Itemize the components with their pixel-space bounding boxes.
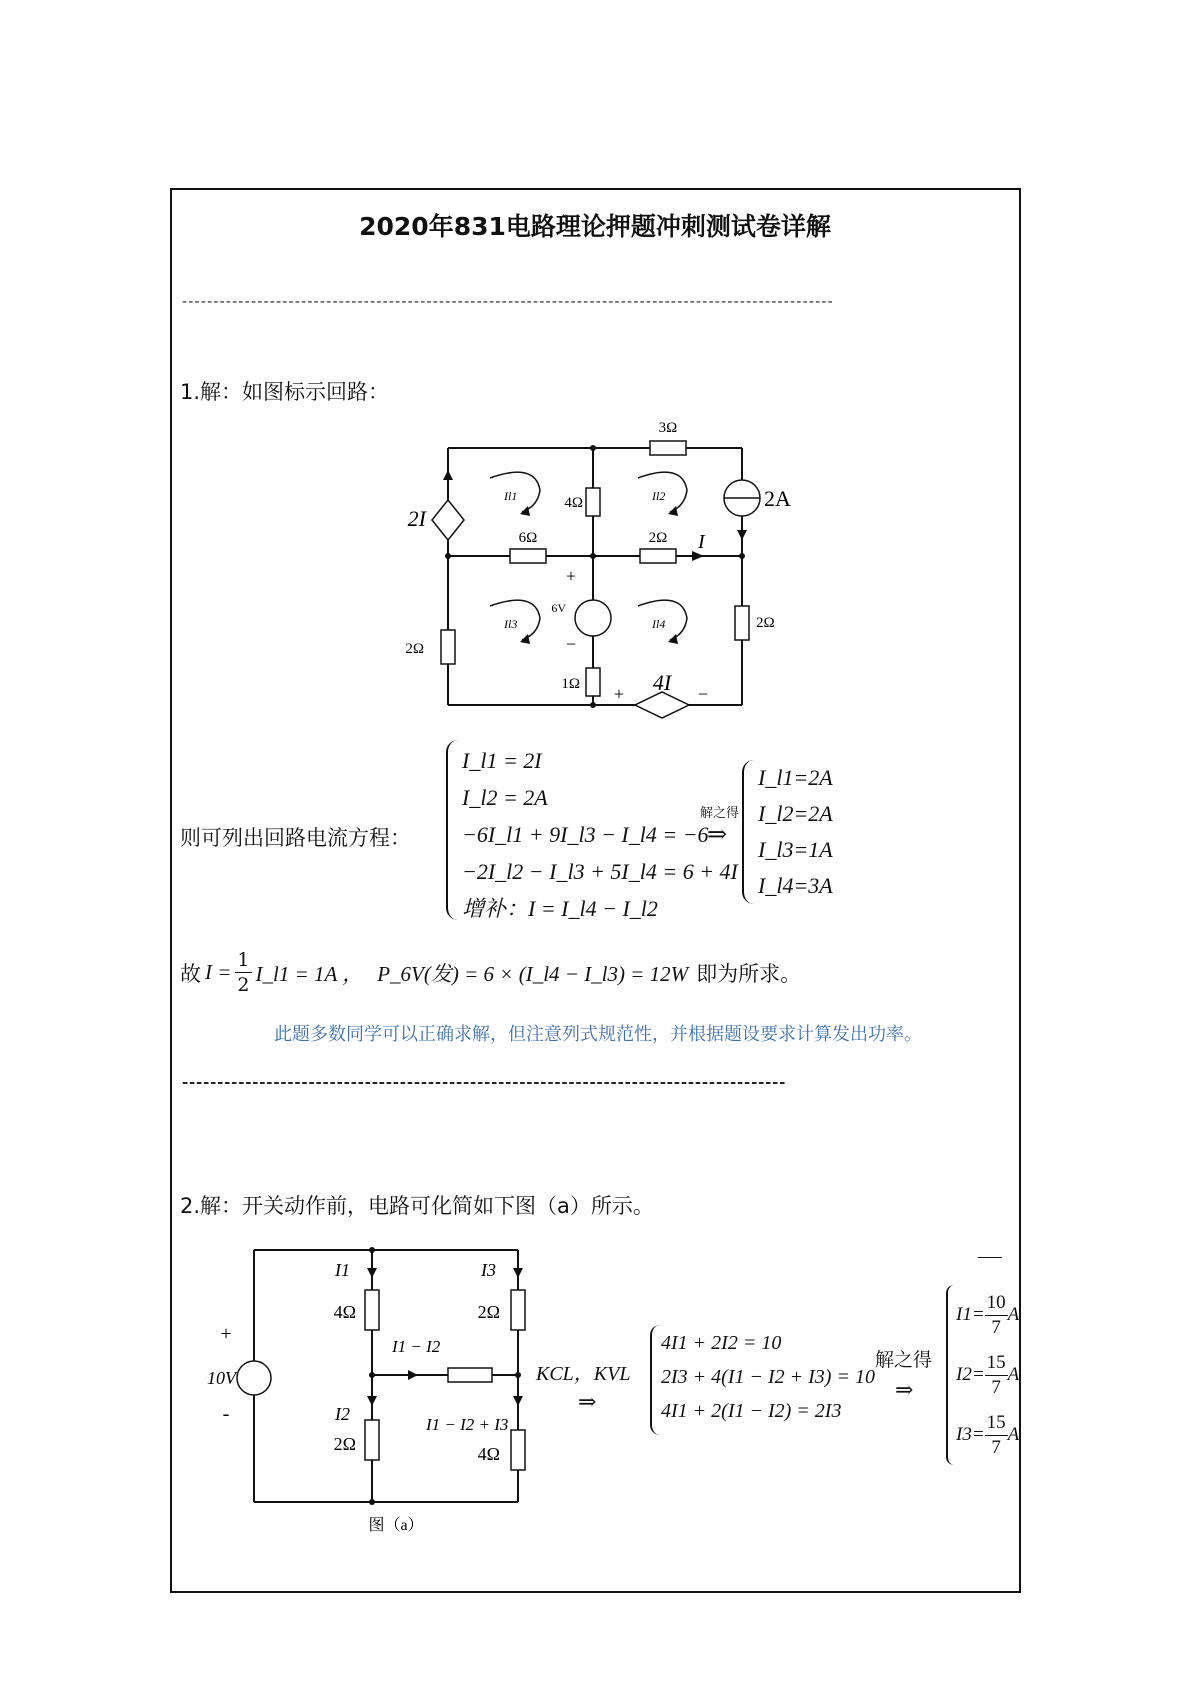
q2-sol-2: [956, 1345, 1018, 1405]
q2-sol-3: [956, 1405, 1018, 1465]
q1-result-prefix: 故: [180, 961, 201, 986]
q2-r3-label: 2Ω: [477, 1302, 500, 1322]
q2-sol-2-num: 15: [985, 1351, 1008, 1376]
q1-eq-2: I_l2 = 2A: [462, 785, 548, 810]
q1-eq-1: I_l1 = 2I: [462, 748, 542, 773]
q2-r1-label: 4Ω: [333, 1302, 356, 1322]
q2-eq-1: 4I1 + 2I2 = 10: [661, 1332, 782, 1354]
q2-i12-label: I1 − I2: [392, 1337, 441, 1356]
q2-i2-label: I2: [335, 1404, 350, 1424]
divider-2: --------------------------------------------------------------------------------------: [182, 1073, 787, 1091]
q2-sol-1-num: 10: [985, 1291, 1008, 1316]
q1-result-suffix: 即为所求。: [696, 961, 802, 986]
q2-sol-1-unit: A: [1007, 1304, 1020, 1325]
q1-sol-3: I_l3=1A: [758, 837, 833, 862]
q2-eq-2: 2I3 + 4(I1 − I2 + I3) = 10: [661, 1366, 875, 1388]
vs-label: 6V: [551, 601, 566, 615]
divider-1: --------------------------------------------------------------------------------------------------------: [182, 292, 834, 310]
loop1-label: Il1: [504, 489, 518, 503]
q2-method: KCL，KVL: [536, 1363, 631, 1385]
r-mid-label: 4Ω: [564, 495, 583, 511]
q2-sol-1-den: 7: [991, 1316, 1001, 1338]
r-h2-label: 2Ω: [648, 530, 668, 546]
dep-src-label: 2I: [407, 506, 426, 531]
q2-sol-1-frac: [985, 1291, 1008, 1340]
q1-brace-left: [446, 740, 460, 920]
loop3-label: Il3: [504, 617, 518, 631]
q2-fraction-bar-overflow: [978, 1257, 1002, 1258]
vs-plus: +: [565, 566, 576, 586]
q2-solve-arrow: ⇒: [895, 1378, 914, 1403]
q2-vs-label: 10V: [207, 1368, 236, 1388]
q1-solve-label: 解之得: [700, 806, 740, 821]
q1-sol-1: I_l1=2A: [758, 765, 833, 790]
r-top-label: 3Ω: [658, 420, 678, 436]
q1-eq-intro: 则可列出回路电流方程：: [180, 826, 411, 850]
q2-i3-label: I3: [481, 1260, 496, 1280]
q2-eq-3: 4I1 + 2(I1 − I2) = 2I3: [661, 1400, 842, 1422]
q2-sol-2-frac: [985, 1351, 1008, 1400]
q2-caption: 图（a）: [368, 1517, 424, 1534]
q1-result-i: I =: [205, 960, 232, 984]
q2-solutions: [956, 1285, 1018, 1465]
q2-sol-3-num: 15: [985, 1411, 1008, 1436]
r-left-label: 2Ω: [405, 641, 424, 657]
q2-vs-minus: -: [222, 1403, 230, 1425]
dep-vs-plus: +: [613, 684, 624, 704]
q2-sol-1: [956, 1285, 1018, 1345]
q1-frac-num: 1: [237, 949, 250, 971]
q2-i123-label: I1 − I2 + I3: [426, 1415, 509, 1434]
q1-equations: [462, 742, 738, 927]
loop4-label: Il4: [652, 617, 666, 631]
q2-r2-label: 2Ω: [333, 1434, 356, 1454]
q2-sol-3-name: I3=: [956, 1424, 985, 1445]
q1-eq-5: 增补：I = I_l4 − I_l2: [462, 896, 658, 921]
q2-sol-brace: [946, 1285, 956, 1465]
q1-sol-4: I_l4=3A: [758, 873, 833, 898]
q2-vs-plus: +: [220, 1323, 232, 1345]
q2-method-arrow: ⇒: [578, 1390, 597, 1415]
q1-eq-3: −6I_l1 + 9I_l3 − I_l4 = −6: [462, 822, 709, 847]
page-title: 2020年831电路理论押题冲刺测试卷详解: [359, 212, 831, 241]
q2-i1-label: I1: [335, 1260, 350, 1280]
loop2-label: Il2: [652, 489, 666, 503]
q1-result-i-tail: I_l1 = 1A ，: [255, 961, 364, 986]
q1-implies-arrow: ⇒: [707, 820, 728, 848]
cur-i-label: I: [698, 531, 705, 553]
q1-result-fraction: [235, 948, 251, 997]
q2-sol-3-unit: A: [1007, 1424, 1020, 1445]
q2-sol-2-unit: A: [1007, 1364, 1020, 1385]
q2-sol-1-name: I1=: [956, 1304, 985, 1325]
dep-vs-minus: −: [698, 684, 709, 704]
dep-vs-label: 4I: [652, 670, 672, 695]
cur-src-label: 2A: [764, 486, 791, 511]
q1-brace-right: [742, 760, 756, 904]
q2-sol-3-frac: [985, 1411, 1008, 1460]
q1-eq-4: −2I_l2 − I_l3 + 5I_l4 = 6 + 4I: [462, 859, 738, 884]
q2-r4-label: 4Ω: [477, 1444, 500, 1464]
q2-sol-2-name: I2=: [956, 1364, 985, 1385]
q2-sol-3-den: 7: [991, 1436, 1001, 1458]
q1-sol-2: I_l2=2A: [758, 801, 833, 826]
q2-circuit-diagram: [196, 1240, 536, 1540]
q1-solutions: [758, 760, 833, 904]
vs-minus: −: [565, 634, 576, 654]
q1-frac-den: 2: [237, 974, 250, 996]
q2-equations: [661, 1326, 875, 1428]
q1-heading: 1.解：如图标示回路：: [180, 380, 390, 404]
r-h1-label: 6Ω: [518, 530, 538, 546]
q1-note: 此题多数同学可以正确求解，但注意列式规范性，并根据题设要求计算发出功率。: [274, 1024, 922, 1045]
r-right-label: 2Ω: [756, 615, 775, 631]
q2-heading: 2.解：开关动作前，电路可化简如下图（a）所示。: [180, 1194, 654, 1218]
q2-sol-2-den: 7: [991, 1376, 1001, 1398]
q1-result-power: P_6V(发) = 6 × (I_l4 − I_l3) = 12W: [377, 961, 689, 986]
r-bottom-label: 1Ω: [561, 676, 580, 692]
q2-solve-label: 解之得: [875, 1349, 933, 1371]
q1-circuit-diagram: [380, 410, 820, 710]
q1-result-line: [180, 948, 801, 997]
